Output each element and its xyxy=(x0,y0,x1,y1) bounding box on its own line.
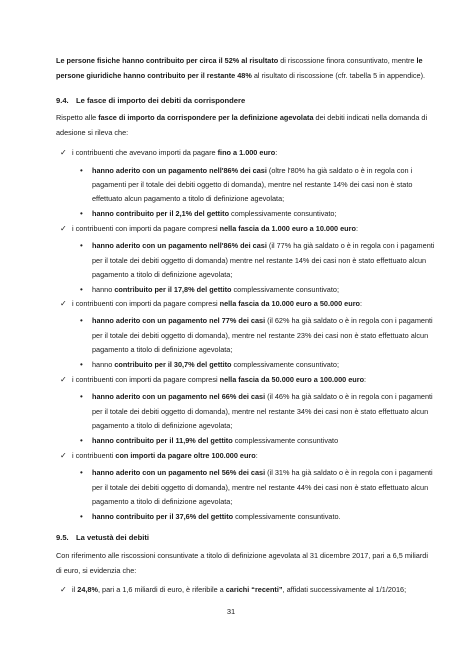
group-4-bullet-1-line-2: per il totale dei debiti oggetto di domanda), mentre nel restante 34% dei casi non è stato effettuato alcun xyxy=(92,407,429,416)
bullet-icon: • xyxy=(80,166,83,175)
group-2-heading: i contribuenti con importi da pagare compresi nella fascia da 1.000 euro a 10.000 euro: xyxy=(72,224,358,233)
group-3-heading: i contribuenti con importi da pagare compresi nella fascia da 10.000 euro a 50.000 euro: xyxy=(72,299,363,308)
bullet-icon: • xyxy=(80,285,83,294)
group-3-bullet-1-line-2: per il totale dei debiti oggetto di domanda), mentre nel restante 23% dei casi non è stato effettuato alcun xyxy=(92,331,429,340)
checkmark-icon: ✓ xyxy=(60,375,67,384)
group-4-bullet-1-line-1: hanno aderito con un pagamento nel 66% dei casi (il 46% ha già saldato o è in regola con i pagamenti xyxy=(92,392,433,401)
checkmark-icon: ✓ xyxy=(60,585,67,594)
group-4-bullet-1-line-3: pagamento a titolo di definizione agevolata; xyxy=(92,421,233,430)
bullet-icon: • xyxy=(80,512,83,521)
group-1-bullet-1-line-1: hanno aderito con un pagamento nell'86% dei casi (oltre l'80% ha già saldato o è in regola con i xyxy=(92,166,413,175)
group-2-bullet-1-line-1: hanno aderito con un pagamento nell'86% dei casi (il 77% ha già saldato o è in regola con i pagamenti xyxy=(92,241,435,250)
section-9-5-para-line-2: di euro, si evidenzia che: xyxy=(56,566,137,575)
group-4-heading: i contribuenti con importi da pagare compresi nella fascia da 50.000 euro a 100.000 euro: xyxy=(72,375,367,384)
intro-line-2: persone giuridiche hanno contribuito per il restante 48% al risultato di riscossione (cfr. tabella 5 in appendice). xyxy=(56,71,426,80)
checkmark-icon: ✓ xyxy=(60,451,67,460)
group-2-bullet-1-line-2: per il totale dei debiti oggetto di domanda) mentre nel restante 14% dei casi non è stato effettuato alcun xyxy=(92,256,427,265)
group-5-bullet-1-line-2: per il totale dei debiti oggetto di domanda), mentre nel restante 44% dei casi non è stato effettuato alcun xyxy=(92,483,429,492)
group-1-heading: i contribuenti che avevano importi da pagare fino a 1.000 euro: xyxy=(72,148,278,157)
page-number: 31 xyxy=(226,607,236,616)
bullet-icon: • xyxy=(80,468,83,477)
group-1-bullet-2: hanno contribuito per il 2,1% del gettito complessivamente consuntivato; xyxy=(92,209,337,218)
intro-line-1: Le persone fisiche hanno contribuito per circa il 52% al risultato di riscossione finora consuntivato, mentre le xyxy=(56,56,423,65)
group-1-bullet-1-line-3: effettuato alcun pagamento a titolo di definizione agevolata; xyxy=(92,194,285,203)
group-5-heading: i contribuenti con importi da pagare oltre 100.000 euro: xyxy=(72,451,258,460)
section-9-5-number: 9.5. xyxy=(56,533,69,542)
section-9-4-para-line-2: adesione si rileva che: xyxy=(56,128,129,137)
group-4-bullet-2: hanno contribuito per il 11,9% del gettito complessivamente consuntivato xyxy=(92,436,339,445)
section-9-5-title: La vetustà dei debiti xyxy=(76,533,150,542)
group-3-bullet-1-line-1: hanno aderito con un pagamento nel 77% dei casi (il 62% ha già saldato o è in regola con i pagamenti xyxy=(92,316,433,325)
section-9-4-title: Le fasce di importo dei debiti da corrispondere xyxy=(76,96,246,105)
group-5-bullet-1-line-1: hanno aderito con un pagamento nel 56% dei casi (il 31% ha già saldato o è in regola con i pagamenti xyxy=(92,468,433,477)
group-1-bullet-1-line-2: pagamenti per il totale dei debiti oggetto di domanda), mentre nel restante 14% dei casi non è stato xyxy=(92,180,413,189)
bullet-icon: • xyxy=(80,436,83,445)
group-5-bullet-1-line-3: pagamento a titolo di definizione agevolata; xyxy=(92,497,233,506)
checkmark-icon: ✓ xyxy=(60,224,67,233)
section-9-4-para-line-1: Rispetto alle fasce di importo da corrispondere per la definizione agevolata dei debiti indicati nella domanda di xyxy=(56,113,428,122)
section-9-5-para-line-1: Con riferimento alle riscossioni consuntivate a titolo di definizione agevolata al 31 dicembre 2017, pari a 6,5 miliardi xyxy=(56,551,428,560)
section-9-4-number: 9.4. xyxy=(56,96,69,105)
bullet-icon: • xyxy=(80,209,83,218)
bullet-icon: • xyxy=(80,316,83,325)
bullet-icon: • xyxy=(80,241,83,250)
checkmark-icon: ✓ xyxy=(60,299,67,308)
bullet-icon: • xyxy=(80,392,83,401)
group-5-bullet-2: hanno contribuito per il 37,6% del gettito complessivamente consuntivato. xyxy=(92,512,341,521)
group-3-bullet-2: hanno contribuito per il 30,7% del gettito complessivamente consuntivato; xyxy=(92,360,339,369)
group-3-bullet-1-line-3: pagamento a titolo di definizione agevolata; xyxy=(92,345,233,354)
group-2-bullet-2: hanno contribuito per il 17,8% del gettito complessivamente consuntivato; xyxy=(92,285,339,294)
group-2-bullet-1-line-3: pagamento a titolo di definizione agevolata; xyxy=(92,270,233,279)
bullet-icon: • xyxy=(80,360,83,369)
checkmark-icon: ✓ xyxy=(60,148,67,157)
section-9-5-item-1: il 24,8%, pari a 1,6 miliardi di euro, è riferibile a carichi “recenti”, affidati successivamente al 1/1/2016; xyxy=(72,585,407,594)
